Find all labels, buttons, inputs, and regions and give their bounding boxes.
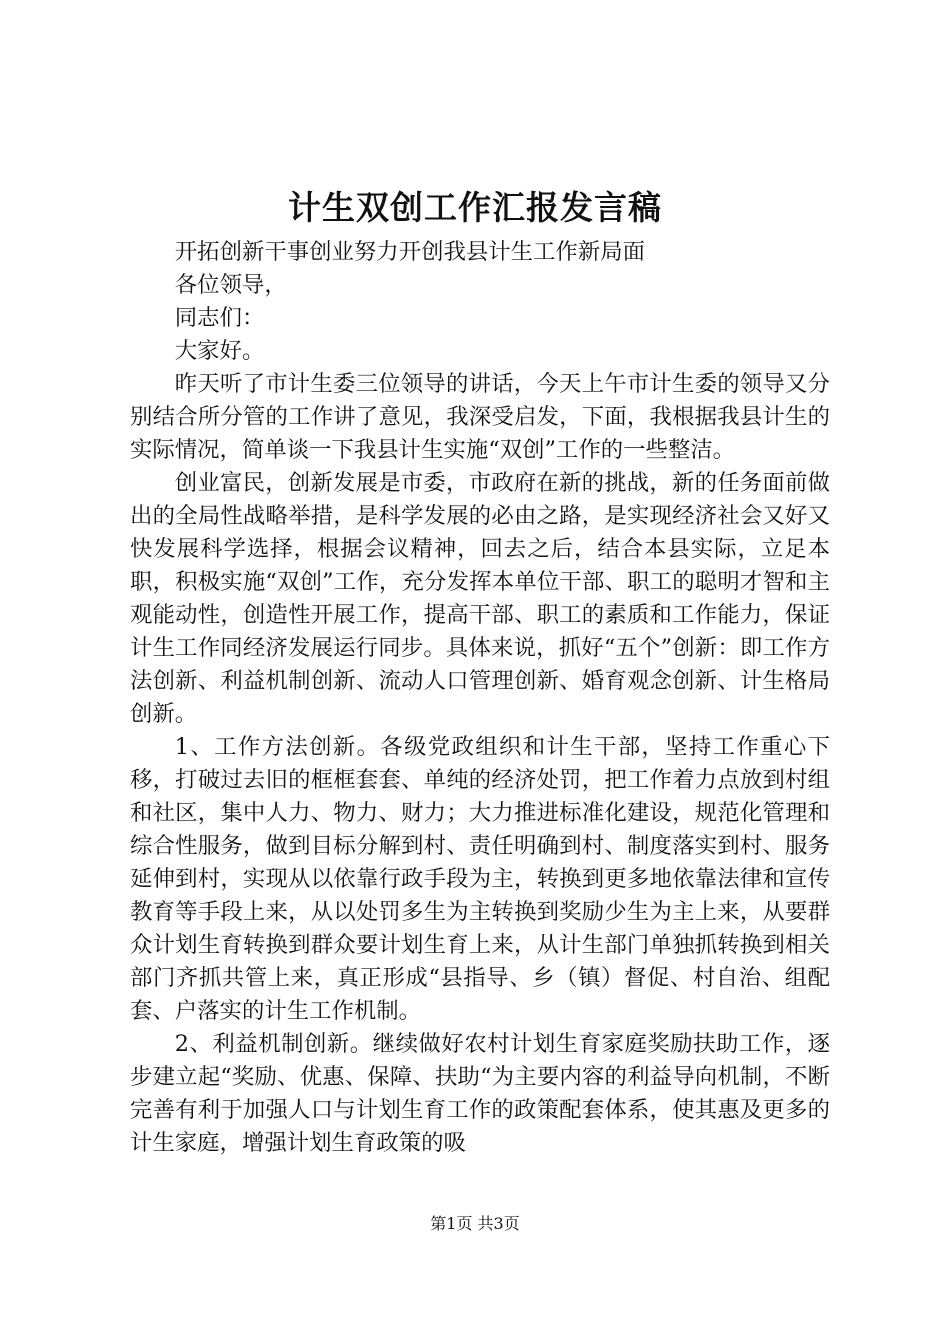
paragraph-greeting: 大家好。 [174, 338, 265, 364]
paragraph-subtitle: 开拓创新干事创业努力开创我县计生工作新局面 [174, 239, 645, 265]
paragraph-salutation-comrades: 同志们： [174, 305, 265, 331]
document-title: 计生双创工作汇报发言稿 [288, 188, 662, 227]
document-body [130, 236, 830, 1160]
paragraph-method-innovation: 1、工作方法创新。各级党政组织和计生干部，坚持工作重心下移，打破过去旧的框框套套、单纯的经济处罚，把工作着力点放到村组和社区，集中人力、物力、财力；大力推进标准化建设，规范化管理和综合性服务，做到目标分解到村、责任明确到村、制度落实到村、服务延伸到村，实现从以依靠行政手段为主，转换到更多地依靠法律和宣传教育等手段上来，从以处罚多生为主转换到奖励少生为主上来，从要群众计划生育转换到群众要计划生育上来，从计生部门单独抓转换到相关部门齐抓共管上来，真正形成“县指导、乡（镇）督促、村自治、组配套、户落实的计生工作机制。 [130, 734, 830, 1024]
paragraph-overview: 创业富民，创新发展是市委，市政府在新的挑战，新的任务面前做出的全局性战略举措，是科学发展的必由之路，是实现经济社会又好又快发展科学选择，根据会议精神，回去之后，结合本县实际，立足本职，积极实施“双创”工作，充分发挥本单位干部、职工的聪明才智和主观能动性，创造性开展工作，提高干部、职工的素质和工作能力，保证计生工作同经济发展运行同步。具体来说，抓好“五个”创新：即工作方法创新、利益机制创新、流动人口管理创新、婚育观念创新、计生格局创新。 [130, 470, 830, 727]
paragraph-intro: 昨天听了市计生委三位领导的讲话，今天上午市计生委的领导又分别结合所分管的工作讲了意见，我深受启发，下面，我根据我县计生的实际情况，简单谈一下我县计生实施“双创”工作的一些整洁。 [130, 371, 830, 463]
paragraph-benefit-innovation: 2、利益机制创新。继续做好农村计划生育家庭奖励扶助工作，逐步建立起“奖励、优惠、保障、扶助“为主要内容的利益导向机制，不断完善有利于加强人口与计划生育工作的政策配套体系，使其惠及更多的计生家庭，增强计划生育政策的吸 [130, 1031, 830, 1156]
paragraph-salutation-leaders: 各位领导， [174, 272, 287, 298]
page-footer: 第1页 共3页 [430, 1214, 520, 1233]
